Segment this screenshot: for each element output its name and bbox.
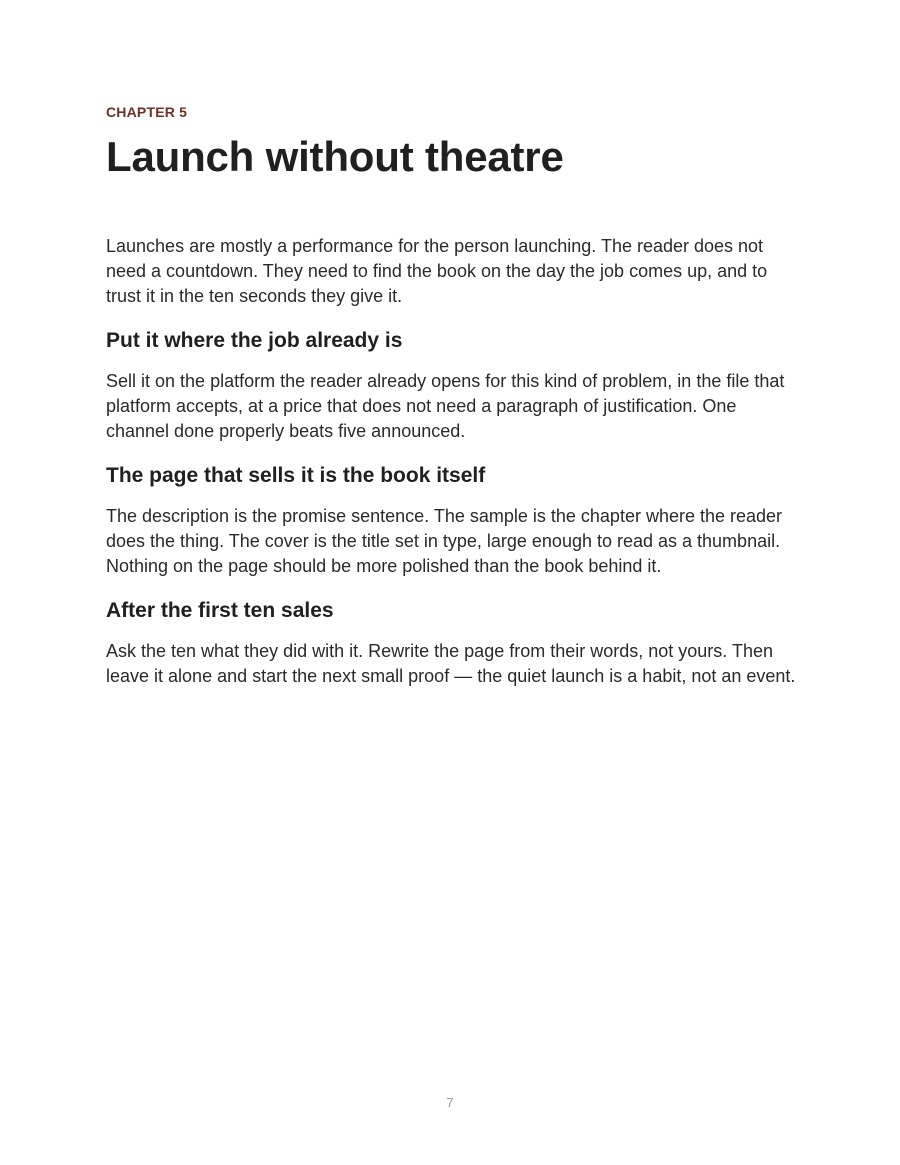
- chapter-content: [106, 104, 796, 689]
- intro-block: [106, 234, 796, 309]
- section-heading: The page that sells it is the book itself: [106, 464, 486, 487]
- section-heading: After the first ten sales: [106, 599, 334, 622]
- page-number: 7: [446, 1095, 454, 1110]
- section-after-first-ten-sales: [106, 598, 796, 689]
- section-paragraph: The description is the promise sentence. The sample is the chapter where the reader does the thing. The cover is the title set in type, large enough to read as a thumbnail. Nothing on the page should be more polished than the book behind it.: [106, 506, 783, 576]
- chapter-title: Launch without theatre: [106, 133, 564, 180]
- section-paragraph: Sell it on the platform the reader already opens for this kind of problem, in the file that platform accepts, at a price that does not need a paragraph of justification. One channel done properly beats five announced.: [106, 371, 785, 441]
- section-page-that-sells: [106, 463, 796, 579]
- section-heading: Put it where the job already is: [106, 329, 403, 352]
- chapter-label: CHAPTER 5: [106, 104, 188, 120]
- intro-paragraph: Launches are mostly a performance for the person launching. The reader does not need a countdown. They need to find the book on the day the job comes up, and to trust it in the ten seconds they give it.: [106, 236, 768, 306]
- section-put-it-where: [106, 328, 796, 444]
- section-paragraph: Ask the ten what they did with it. Rewrite the page from their words, not yours. Then leave it alone and start the next small proof — the quiet launch is a habit, not an event.: [106, 641, 796, 686]
